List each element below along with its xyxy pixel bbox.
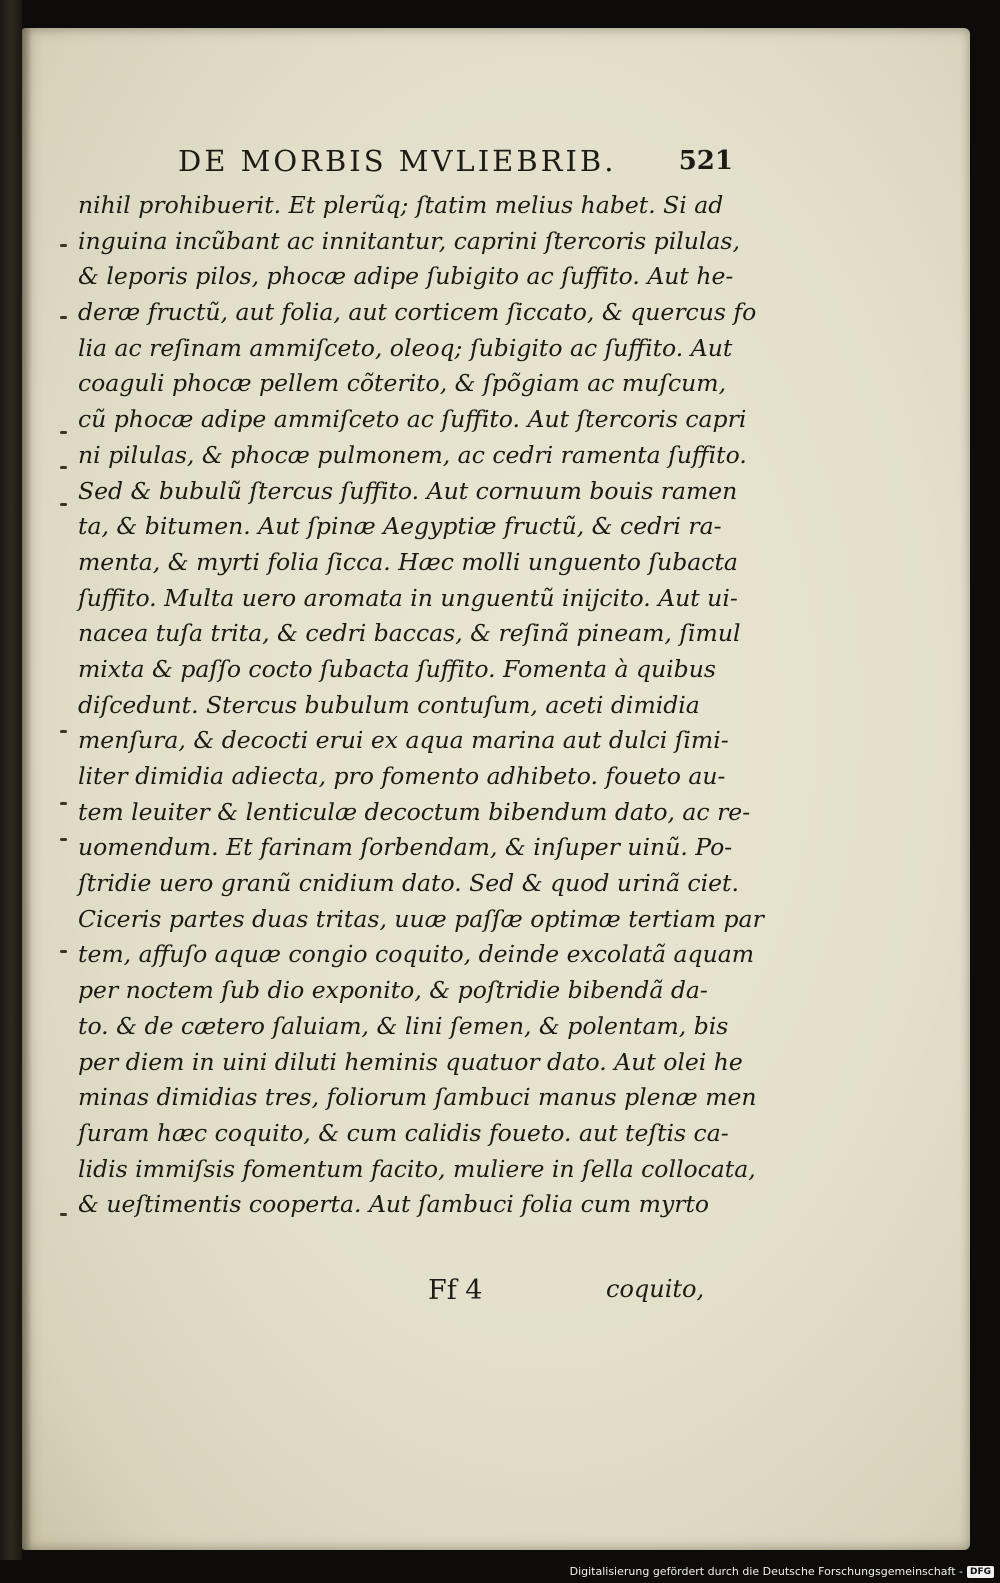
text-line: uomendum. Et farinam ſorbendam, & inſuper uinũ. Po-: [78, 833, 733, 862]
text-line: tem, affuſo aquæ congio coquito, deinde excolatã aquam: [78, 940, 755, 969]
text-line: ni pilulas, & phocæ pulmonem, ac cedri ramenta ſuffito.: [78, 440, 747, 469]
funding-credit: [570, 1565, 994, 1578]
text-line: & ueſtimentis cooperta. Aut ſambuci folia cum myrto: [78, 1190, 710, 1219]
text-line: & leporis pilos, phocæ adipe ſubigito ac ſuffito. Aut he-: [78, 262, 734, 291]
running-title: DE MORBIS MVLIEBRIB.: [178, 144, 617, 178]
text-line: per diem in uini diluti heminis quatuor dato. Aut olei he: [78, 1047, 743, 1076]
text-line: liter dimidia adiecta, pro fomento adhibeto. foueto au-: [78, 762, 726, 790]
text-line: minas dimidias tres, foliorum ſambuci manus plenæ men: [78, 1083, 757, 1112]
text-line: Ciceris partes duas tritas, uuæ paſſæ optimæ tertiam par: [78, 904, 764, 933]
book-binding: [0, 0, 22, 1560]
dfg-logo: DFG: [967, 1566, 994, 1578]
text-line: cũ phocæ adipe ammiſceto ac ſuffito. Aut ſtercoris capri: [78, 405, 747, 434]
text-line: deræ fructũ, aut folia, aut corticem ſiccato, & quercus fo: [78, 298, 757, 327]
text-line: ſtridie uero granũ cnidium dato. Sed & quod urinã ciet.: [78, 869, 739, 898]
text-line: ta, & bitumen. Aut ſpinæ Aegyptiæ fructũ, & cedri ra-: [78, 512, 722, 541]
text-line: lia ac reſinam ammiſceto, oleoq; ſubigito ac ſuffito. Aut: [78, 333, 733, 362]
signature-mark: Ff 4: [428, 1275, 483, 1306]
text-line: tem leuiter & lenticulæ decoctum bibendum dato, ac re-: [78, 797, 751, 826]
catchword: coquito,: [606, 1275, 705, 1303]
text-line: per noctem ſub dio exponito, & poſtridie bibendã da-: [78, 976, 708, 1005]
text-line: coaguli phocæ pellem cõterito, & ſpõgiam ac muſcum,: [78, 369, 727, 398]
page-header: [178, 144, 733, 184]
page-number: 521: [678, 146, 733, 176]
credit-text: Digitalisierung gefördert durch die Deutsche Forschungsgemeinschaft -: [569, 1565, 963, 1578]
page-gutter-shadow: [22, 28, 32, 1550]
text-line: Sed & bubulũ ſtercus ſuffito. Aut cornuum bouis ramen: [78, 476, 738, 505]
text-line: ſuram hæc coquito, & cum calidis foueto. aut teſtis ca-: [78, 1118, 729, 1147]
text-line: menſura, & decocti erui ex aqua marina aut dulci ſimi-: [78, 726, 729, 755]
text-line: lidis immiſsis fomentum facito, muliere in ſella collocata,: [78, 1154, 756, 1183]
text-line: nihil prohibuerit. Et plerũq; ſtatim melius habet. Si ad: [78, 191, 724, 219]
text-line: menta, & myrti folia ſicca. Hæc molli unguento ſubacta: [78, 547, 738, 576]
text-line: mixta & paſſo cocto ſubacta ſuffito. Fomenta à quibus: [78, 654, 716, 683]
text-line: inguina incũbant ac innitantur, caprini ſtercoris pilulas,: [78, 226, 740, 255]
text-line: diſcedunt. Stercus bubulum contuſum, aceti dimidia: [78, 690, 700, 719]
text-line: nacea tuſa trita, & cedri baccas, & reſinã pineam, ſimul: [78, 619, 741, 648]
text-line: ſuffito. Multa uero aromata in unguentũ inijcito. Aut ui-: [78, 583, 738, 612]
text-line: to. & de cætero ſaluiam, & lini ſemen, & polentam, bis: [78, 1011, 729, 1040]
body-text: [66, 188, 764, 1223]
